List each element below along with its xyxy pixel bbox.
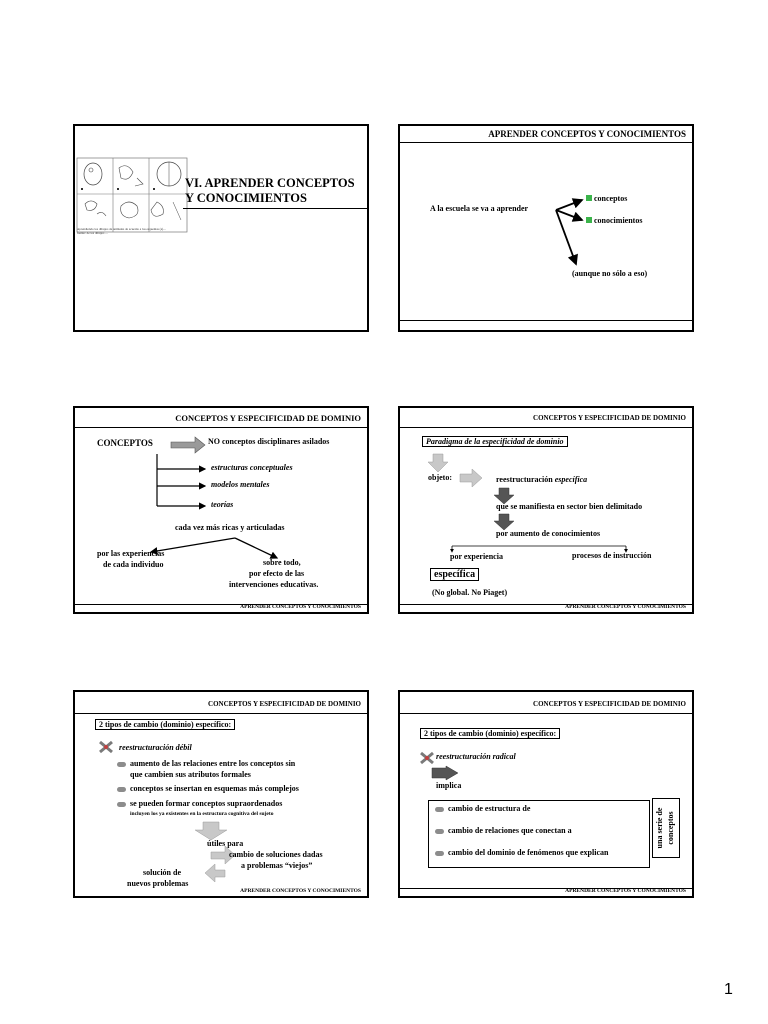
page-number: 1: [724, 981, 733, 998]
cambio-text-1: cambio de soluciones dadas: [229, 850, 323, 859]
conceptos-label: CONCEPTOS: [97, 438, 153, 448]
slide-title-line-1: VI. APRENDER CONCEPTOS: [185, 176, 355, 190]
slide-header: CONCEPTOS Y ESPECIFICIDAD DE DOMINIO: [175, 413, 361, 423]
point-1b: que cambien sus atributos formales: [130, 770, 251, 779]
tipos-box: 2 tipos de cambio (dominio) específico:: [420, 728, 560, 739]
slide-1: [73, 124, 369, 332]
cambio-text-2: a problemas “viejos”: [241, 861, 313, 870]
slide-header: CONCEPTOS Y ESPECIFICIDAD DE DOMINIO: [533, 414, 686, 422]
slide-6: [398, 690, 694, 898]
cambio-item-1: cambio de estructura de: [435, 804, 530, 813]
debil-label: reestructuración débil: [119, 743, 192, 752]
serie-conceptos-vertical: [654, 800, 678, 856]
especifica-box: específica: [430, 568, 479, 581]
cambio-item-3: cambio del dominio de fenómenos que explican: [435, 848, 608, 857]
utiles-text: útiles para: [207, 839, 244, 848]
slide-2: [398, 124, 694, 332]
item-aunque: (aunque no sólo a eso): [572, 269, 648, 278]
point-1a: aumento de las relaciones entre los conceptos sin: [117, 759, 295, 768]
branch-arrows: [400, 126, 696, 334]
dark-down-arrow: [430, 766, 460, 782]
flow-arrows: [75, 692, 371, 900]
bullet-icon: [435, 807, 444, 812]
serie-line-2: conceptos: [666, 811, 675, 845]
item-conceptos: conceptos: [586, 194, 627, 203]
branch-modelos: modelos mentales: [211, 480, 270, 489]
branch-estructuras: estructuras conceptuales: [211, 463, 293, 472]
slide-header: CONCEPTOS Y ESPECIFICIDAD DE DOMINIO: [533, 700, 686, 708]
no-conceptos-text: NO conceptos disciplinares asilados: [208, 437, 330, 446]
tools-icon: [420, 752, 434, 764]
slide-5: [73, 690, 369, 898]
left-text-2: de cada individuo: [103, 560, 164, 569]
slide-title-line-2: Y CONOCIMIENTOS: [185, 191, 307, 205]
cambios-box: [428, 800, 650, 868]
cambio-item-2: cambio de relaciones que conectan a: [435, 826, 572, 835]
paradigma-box: Paradigma de la especificidad de dominio: [422, 436, 568, 447]
objeto-label: objeto:: [428, 473, 452, 482]
slide-3: [73, 406, 369, 614]
slide-header: APRENDER CONCEPTOS Y CONOCIMIENTOS: [488, 129, 686, 139]
radical-label: reestructuración radical: [436, 752, 516, 761]
slide-footer: APRENDER CONCEPTOS Y CONOCIMIENTOS: [240, 604, 361, 610]
experiencia-text: por experiencia: [450, 552, 503, 561]
header-rule: [400, 713, 692, 714]
point-3: se pueden formar conceptos supraordenados: [117, 799, 282, 808]
aumento-text: por aumento de conocimientos: [496, 529, 601, 538]
solucion-text-1: solución de: [143, 868, 182, 877]
slide-header: CONCEPTOS Y ESPECIFICIDAD DE DOMINIO: [208, 700, 361, 708]
right-text-1: sobre todo,: [263, 558, 301, 567]
left-text-1: por las experiencias: [97, 549, 165, 558]
solucion-text-2: nuevos problemas: [127, 879, 189, 888]
bullet-icon: [435, 829, 444, 834]
image-caption-line-1: Aprendiendo los dibujos de animales de acuerdo a los esquemas (a)...: [77, 227, 166, 231]
branch-teorias: teorías: [211, 500, 234, 509]
green-square-icon: [586, 217, 592, 223]
ricas-text: cada vez más ricas y articuladas: [175, 523, 285, 532]
right-text-3: intervenciones educativas.: [229, 580, 319, 589]
implica-text: implica: [436, 781, 462, 790]
footer-rule: [400, 320, 692, 321]
manifiesta-text: que se manifiesta en sector bien delimitado: [496, 502, 643, 511]
serie-line-1: una serie de: [655, 807, 664, 849]
slide-footer: APRENDER CONCEPTOS Y CONOCIMIENTOS: [565, 604, 686, 610]
point-2: conceptos se insertan en esquemas más complejos: [117, 784, 299, 793]
slide-4: [398, 406, 694, 614]
slide-footer: APRENDER CONCEPTOS Y CONOCIMIENTOS: [565, 888, 686, 894]
procesos-text: procesos de instrucción: [572, 551, 652, 560]
bullet-icon: [435, 851, 444, 856]
title-rule: [183, 208, 367, 209]
slide-footer: APRENDER CONCEPTOS Y CONOCIMIENTOS: [240, 888, 361, 894]
lead-text: A la escuela se va a aprender: [430, 204, 529, 213]
serie-conceptos-box: [652, 798, 680, 858]
green-square-icon: [586, 195, 592, 201]
tipos-box: 2 tipos de cambio (dominio) específico:: [95, 719, 235, 730]
item-conocimientos: conocimientos: [586, 216, 642, 225]
no-global-text: (No global. No Piaget): [432, 588, 508, 597]
flow-arrows: [400, 408, 696, 616]
right-text-2: por efecto de las: [249, 569, 305, 578]
image-caption-line-2: fuente: de los dibujos ...: [77, 231, 108, 235]
reestructuracion-text: reestructuración específica: [496, 475, 588, 484]
point-3-sub: incluyen los ya existentes en la estructura cognitiva del sujeto: [130, 811, 274, 817]
